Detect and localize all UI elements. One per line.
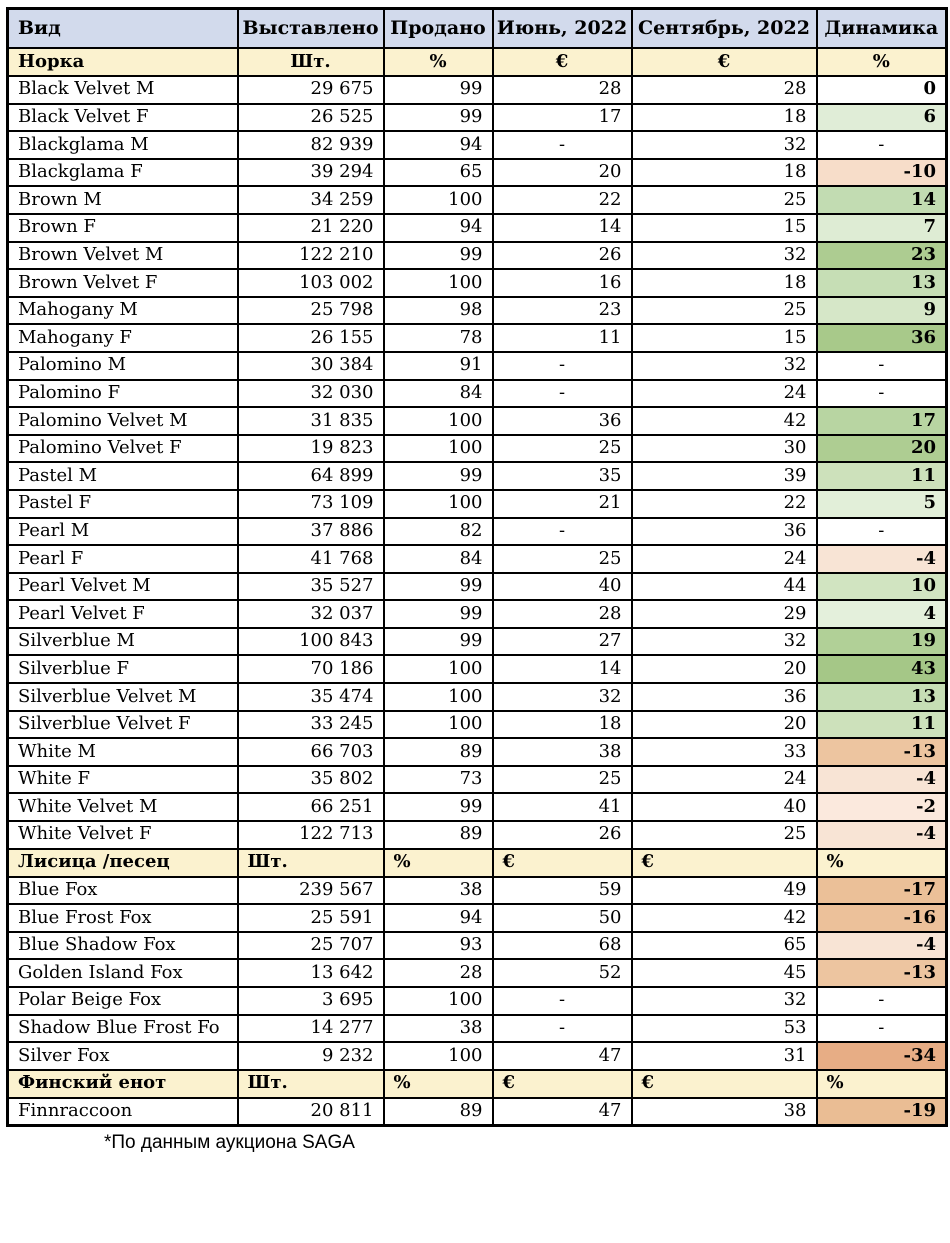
cell-type: Silverblue Velvet F xyxy=(8,711,238,739)
cell-dynamics: 14 xyxy=(817,186,947,214)
section-unit: € xyxy=(632,1070,817,1098)
cell-june-price: 41 xyxy=(493,793,632,821)
cell-sold: 84 xyxy=(384,545,493,573)
fur-auction-table xyxy=(6,7,948,1127)
cell-dynamics: -10 xyxy=(817,159,947,187)
cell-september-price: 25 xyxy=(632,186,817,214)
table-row xyxy=(8,877,947,905)
cell-september-price: 29 xyxy=(632,600,817,628)
cell-sold: 38 xyxy=(384,1015,493,1043)
table-row xyxy=(8,462,947,490)
table-row xyxy=(8,683,947,711)
cell-june-price: 22 xyxy=(493,186,632,214)
table-row xyxy=(8,159,947,187)
cell-type: Pearl M xyxy=(8,518,238,546)
cell-june-price: 25 xyxy=(493,766,632,794)
cell-offered: 100 843 xyxy=(238,628,384,656)
cell-september-price: 32 xyxy=(632,628,817,656)
cell-type: Silverblue F xyxy=(8,655,238,683)
cell-offered: 41 768 xyxy=(238,545,384,573)
cell-june-price: - xyxy=(493,131,632,159)
cell-dynamics: 10 xyxy=(817,573,947,601)
cell-sold: 99 xyxy=(384,104,493,132)
cell-june-price: 11 xyxy=(493,324,632,352)
cell-june-price: 25 xyxy=(493,435,632,463)
cell-june-price: 20 xyxy=(493,159,632,187)
cell-june-price: 26 xyxy=(493,821,632,849)
cell-dynamics: 11 xyxy=(817,462,947,490)
cell-september-price: 42 xyxy=(632,904,817,932)
cell-september-price: 20 xyxy=(632,655,817,683)
cell-type: Polar Beige Fox xyxy=(8,987,238,1015)
cell-offered: 35 527 xyxy=(238,573,384,601)
cell-sold: 93 xyxy=(384,932,493,960)
cell-sold: 94 xyxy=(384,904,493,932)
cell-offered: 9 232 xyxy=(238,1042,384,1070)
cell-offered: 25 591 xyxy=(238,904,384,932)
column-header-dynamics: Динамика xyxy=(817,9,947,49)
cell-offered: 21 220 xyxy=(238,214,384,242)
cell-type: Palomino M xyxy=(8,352,238,380)
cell-offered: 14 277 xyxy=(238,1015,384,1043)
table-row xyxy=(8,104,947,132)
section-header-row xyxy=(8,1070,947,1098)
column-header-june-2022: Июнь, 2022 xyxy=(493,9,632,49)
cell-september-price: 36 xyxy=(632,518,817,546)
cell-dynamics: - xyxy=(817,131,947,159)
cell-september-price: 40 xyxy=(632,793,817,821)
cell-offered: 122 210 xyxy=(238,242,384,270)
cell-dynamics: -2 xyxy=(817,793,947,821)
cell-offered: 70 186 xyxy=(238,655,384,683)
cell-offered: 34 259 xyxy=(238,186,384,214)
cell-september-price: 42 xyxy=(632,407,817,435)
section-unit: € xyxy=(493,1070,632,1098)
cell-dynamics: 4 xyxy=(817,600,947,628)
cell-june-price: - xyxy=(493,380,632,408)
cell-june-price: 17 xyxy=(493,104,632,132)
cell-september-price: 32 xyxy=(632,131,817,159)
cell-sold: 100 xyxy=(384,1042,493,1070)
cell-type: Palomino F xyxy=(8,380,238,408)
cell-sold: 99 xyxy=(384,242,493,270)
cell-offered: 35 802 xyxy=(238,766,384,794)
column-header-row xyxy=(8,9,947,49)
cell-june-price: 47 xyxy=(493,1042,632,1070)
table-row xyxy=(8,518,947,546)
cell-offered: 13 642 xyxy=(238,959,384,987)
cell-sold: 100 xyxy=(384,269,493,297)
table-row xyxy=(8,711,947,739)
cell-offered: 26 155 xyxy=(238,324,384,352)
cell-offered: 32 037 xyxy=(238,600,384,628)
cell-type: Palomino Velvet F xyxy=(8,435,238,463)
section-unit: € xyxy=(632,48,817,76)
cell-dynamics: -4 xyxy=(817,545,947,573)
cell-type: Brown F xyxy=(8,214,238,242)
cell-dynamics: -13 xyxy=(817,959,947,987)
cell-dynamics: -4 xyxy=(817,766,947,794)
cell-type: White Velvet M xyxy=(8,793,238,821)
cell-offered: 26 525 xyxy=(238,104,384,132)
section-name: Норка xyxy=(8,48,238,76)
cell-september-price: 39 xyxy=(632,462,817,490)
cell-sold: 99 xyxy=(384,793,493,821)
cell-june-price: 27 xyxy=(493,628,632,656)
section-unit: % xyxy=(384,849,493,877)
cell-september-price: 45 xyxy=(632,959,817,987)
cell-sold: 65 xyxy=(384,159,493,187)
section-unit: % xyxy=(384,48,493,76)
cell-offered: 239 567 xyxy=(238,877,384,905)
cell-september-price: 22 xyxy=(632,490,817,518)
cell-type: White M xyxy=(8,738,238,766)
cell-sold: 91 xyxy=(384,352,493,380)
cell-offered: 29 675 xyxy=(238,76,384,104)
cell-june-price: 28 xyxy=(493,600,632,628)
section-unit: % xyxy=(817,48,947,76)
cell-type: Silverblue M xyxy=(8,628,238,656)
cell-offered: 66 703 xyxy=(238,738,384,766)
cell-dynamics: - xyxy=(817,380,947,408)
cell-dynamics: 13 xyxy=(817,269,947,297)
cell-offered: 30 384 xyxy=(238,352,384,380)
cell-september-price: 24 xyxy=(632,766,817,794)
cell-offered: 25 707 xyxy=(238,932,384,960)
cell-sold: 100 xyxy=(384,186,493,214)
table-row xyxy=(8,435,947,463)
cell-september-price: 32 xyxy=(632,987,817,1015)
table-row xyxy=(8,573,947,601)
cell-type: White F xyxy=(8,766,238,794)
table-row xyxy=(8,655,947,683)
table-row xyxy=(8,380,947,408)
table-row xyxy=(8,214,947,242)
cell-june-price: 25 xyxy=(493,545,632,573)
cell-type: Shadow Blue Frost Fo xyxy=(8,1015,238,1043)
cell-dynamics: 11 xyxy=(817,711,947,739)
cell-june-price: 50 xyxy=(493,904,632,932)
cell-offered: 82 939 xyxy=(238,131,384,159)
cell-sold: 100 xyxy=(384,490,493,518)
cell-june-price: 40 xyxy=(493,573,632,601)
table-row xyxy=(8,793,947,821)
table-row xyxy=(8,628,947,656)
cell-type: Black Velvet F xyxy=(8,104,238,132)
column-header-offered: Выставлено xyxy=(238,9,384,49)
cell-september-price: 25 xyxy=(632,821,817,849)
table-row xyxy=(8,1098,947,1126)
cell-type: Silverblue Velvet M xyxy=(8,683,238,711)
cell-dynamics: - xyxy=(817,518,947,546)
cell-sold: 94 xyxy=(384,131,493,159)
cell-september-price: 15 xyxy=(632,324,817,352)
cell-dynamics: -13 xyxy=(817,738,947,766)
cell-sold: 98 xyxy=(384,297,493,325)
cell-offered: 73 109 xyxy=(238,490,384,518)
cell-dynamics: 36 xyxy=(817,324,947,352)
cell-september-price: 18 xyxy=(632,159,817,187)
cell-september-price: 15 xyxy=(632,214,817,242)
cell-dynamics: - xyxy=(817,352,947,380)
cell-september-price: 18 xyxy=(632,269,817,297)
cell-sold: 100 xyxy=(384,711,493,739)
cell-type: Pearl Velvet F xyxy=(8,600,238,628)
cell-type: Pearl F xyxy=(8,545,238,573)
cell-type: Silver Fox xyxy=(8,1042,238,1070)
cell-september-price: 30 xyxy=(632,435,817,463)
cell-dynamics: 7 xyxy=(817,214,947,242)
section-unit: % xyxy=(384,1070,493,1098)
cell-offered: 122 713 xyxy=(238,821,384,849)
cell-sold: 99 xyxy=(384,600,493,628)
cell-offered: 37 886 xyxy=(238,518,384,546)
table-row xyxy=(8,1015,947,1043)
table-row xyxy=(8,242,947,270)
cell-type: Mahogany F xyxy=(8,324,238,352)
cell-dynamics: 6 xyxy=(817,104,947,132)
cell-offered: 33 245 xyxy=(238,711,384,739)
cell-september-price: 49 xyxy=(632,877,817,905)
table-row xyxy=(8,76,947,104)
cell-sold: 100 xyxy=(384,407,493,435)
table-row xyxy=(8,490,947,518)
cell-type: Golden Island Fox xyxy=(8,959,238,987)
cell-june-price: 14 xyxy=(493,655,632,683)
cell-sold: 99 xyxy=(384,628,493,656)
cell-june-price: 35 xyxy=(493,462,632,490)
column-header-sold: Продано xyxy=(384,9,493,49)
table-row xyxy=(8,324,947,352)
cell-offered: 66 251 xyxy=(238,793,384,821)
table-row xyxy=(8,821,947,849)
footnote: *По данным аукциона SAGA xyxy=(104,1132,355,1154)
cell-dynamics: -19 xyxy=(817,1098,947,1126)
table-row xyxy=(8,352,947,380)
section-header-row xyxy=(8,48,947,76)
section-name: Лисица /песец xyxy=(8,849,238,877)
cell-type: Brown Velvet M xyxy=(8,242,238,270)
table-row xyxy=(8,186,947,214)
cell-june-price: 38 xyxy=(493,738,632,766)
table-row xyxy=(8,987,947,1015)
table-row xyxy=(8,407,947,435)
cell-dynamics: -4 xyxy=(817,932,947,960)
cell-type: Brown M xyxy=(8,186,238,214)
cell-june-price: 28 xyxy=(493,76,632,104)
page xyxy=(0,7,950,1243)
cell-dynamics: 43 xyxy=(817,655,947,683)
cell-offered: 31 835 xyxy=(238,407,384,435)
cell-offered: 3 695 xyxy=(238,987,384,1015)
cell-dynamics: -34 xyxy=(817,1042,947,1070)
cell-june-price: - xyxy=(493,987,632,1015)
cell-dynamics: 13 xyxy=(817,683,947,711)
cell-sold: 82 xyxy=(384,518,493,546)
table-row xyxy=(8,766,947,794)
cell-september-price: 33 xyxy=(632,738,817,766)
cell-september-price: 32 xyxy=(632,352,817,380)
cell-september-price: 28 xyxy=(632,76,817,104)
cell-september-price: 32 xyxy=(632,242,817,270)
cell-june-price: 14 xyxy=(493,214,632,242)
cell-dynamics: -17 xyxy=(817,877,947,905)
cell-offered: 20 811 xyxy=(238,1098,384,1126)
cell-dynamics: 19 xyxy=(817,628,947,656)
cell-september-price: 20 xyxy=(632,711,817,739)
cell-type: Brown Velvet F xyxy=(8,269,238,297)
section-unit: € xyxy=(493,849,632,877)
column-header-september-2022: Сентябрь, 2022 xyxy=(632,9,817,49)
section-unit: € xyxy=(632,849,817,877)
table-row xyxy=(8,738,947,766)
cell-type: Blue Frost Fox xyxy=(8,904,238,932)
cell-dynamics: -16 xyxy=(817,904,947,932)
cell-september-price: 53 xyxy=(632,1015,817,1043)
cell-sold: 73 xyxy=(384,766,493,794)
cell-sold: 28 xyxy=(384,959,493,987)
cell-september-price: 36 xyxy=(632,683,817,711)
cell-offered: 35 474 xyxy=(238,683,384,711)
cell-offered: 64 899 xyxy=(238,462,384,490)
cell-september-price: 18 xyxy=(632,104,817,132)
cell-june-price: 36 xyxy=(493,407,632,435)
cell-type: Finnraccoon xyxy=(8,1098,238,1126)
cell-sold: 100 xyxy=(384,987,493,1015)
cell-sold: 89 xyxy=(384,821,493,849)
cell-dynamics: - xyxy=(817,987,947,1015)
cell-type: Pastel M xyxy=(8,462,238,490)
cell-september-price: 24 xyxy=(632,380,817,408)
cell-sold: 38 xyxy=(384,877,493,905)
cell-june-price: 16 xyxy=(493,269,632,297)
cell-dynamics: 5 xyxy=(817,490,947,518)
cell-dynamics: - xyxy=(817,1015,947,1043)
cell-june-price: 47 xyxy=(493,1098,632,1126)
cell-dynamics: 20 xyxy=(817,435,947,463)
section-unit: % xyxy=(817,849,947,877)
cell-type: White Velvet F xyxy=(8,821,238,849)
cell-type: Palomino Velvet M xyxy=(8,407,238,435)
table-row xyxy=(8,297,947,325)
column-header-type: Вид xyxy=(8,9,238,49)
cell-sold: 78 xyxy=(384,324,493,352)
cell-june-price: 68 xyxy=(493,932,632,960)
cell-sold: 94 xyxy=(384,214,493,242)
cell-sold: 89 xyxy=(384,1098,493,1126)
cell-june-price: - xyxy=(493,518,632,546)
cell-september-price: 24 xyxy=(632,545,817,573)
cell-type: Black Velvet M xyxy=(8,76,238,104)
cell-sold: 89 xyxy=(384,738,493,766)
section-unit: € xyxy=(493,48,632,76)
cell-offered: 103 002 xyxy=(238,269,384,297)
cell-september-price: 38 xyxy=(632,1098,817,1126)
cell-type: Pastel F xyxy=(8,490,238,518)
cell-june-price: 59 xyxy=(493,877,632,905)
cell-dynamics: -4 xyxy=(817,821,947,849)
cell-type: Pearl Velvet M xyxy=(8,573,238,601)
table-row xyxy=(8,1042,947,1070)
cell-june-price: 32 xyxy=(493,683,632,711)
cell-june-price: - xyxy=(493,1015,632,1043)
cell-type: Blue Fox xyxy=(8,877,238,905)
table-row xyxy=(8,600,947,628)
table-row xyxy=(8,932,947,960)
table-row xyxy=(8,904,947,932)
cell-september-price: 65 xyxy=(632,932,817,960)
cell-june-price: 23 xyxy=(493,297,632,325)
cell-offered: 39 294 xyxy=(238,159,384,187)
cell-type: Mahogany M xyxy=(8,297,238,325)
cell-sold: 84 xyxy=(384,380,493,408)
section-unit: Шт. xyxy=(238,48,384,76)
section-unit: % xyxy=(817,1070,947,1098)
cell-offered: 25 798 xyxy=(238,297,384,325)
cell-type: Blue Shadow Fox xyxy=(8,932,238,960)
cell-sold: 99 xyxy=(384,462,493,490)
cell-dynamics: 9 xyxy=(817,297,947,325)
cell-offered: 32 030 xyxy=(238,380,384,408)
cell-sold: 99 xyxy=(384,573,493,601)
cell-offered: 19 823 xyxy=(238,435,384,463)
cell-june-price: 18 xyxy=(493,711,632,739)
table-row xyxy=(8,269,947,297)
section-header-row xyxy=(8,849,947,877)
cell-september-price: 25 xyxy=(632,297,817,325)
cell-june-price: 52 xyxy=(493,959,632,987)
section-unit: Шт. xyxy=(238,1070,384,1098)
cell-september-price: 44 xyxy=(632,573,817,601)
section-unit: Шт. xyxy=(238,849,384,877)
cell-type: Blackglama F xyxy=(8,159,238,187)
table-row xyxy=(8,131,947,159)
cell-june-price: 21 xyxy=(493,490,632,518)
cell-sold: 100 xyxy=(384,683,493,711)
cell-june-price: 26 xyxy=(493,242,632,270)
cell-september-price: 31 xyxy=(632,1042,817,1070)
table-row xyxy=(8,959,947,987)
cell-dynamics: 17 xyxy=(817,407,947,435)
cell-dynamics: 0 xyxy=(817,76,947,104)
table-row xyxy=(8,545,947,573)
cell-type: Blackglama M xyxy=(8,131,238,159)
cell-june-price: - xyxy=(493,352,632,380)
cell-sold: 100 xyxy=(384,655,493,683)
cell-sold: 99 xyxy=(384,76,493,104)
section-name: Финский енот xyxy=(8,1070,238,1098)
cell-sold: 100 xyxy=(384,435,493,463)
cell-dynamics: 23 xyxy=(817,242,947,270)
